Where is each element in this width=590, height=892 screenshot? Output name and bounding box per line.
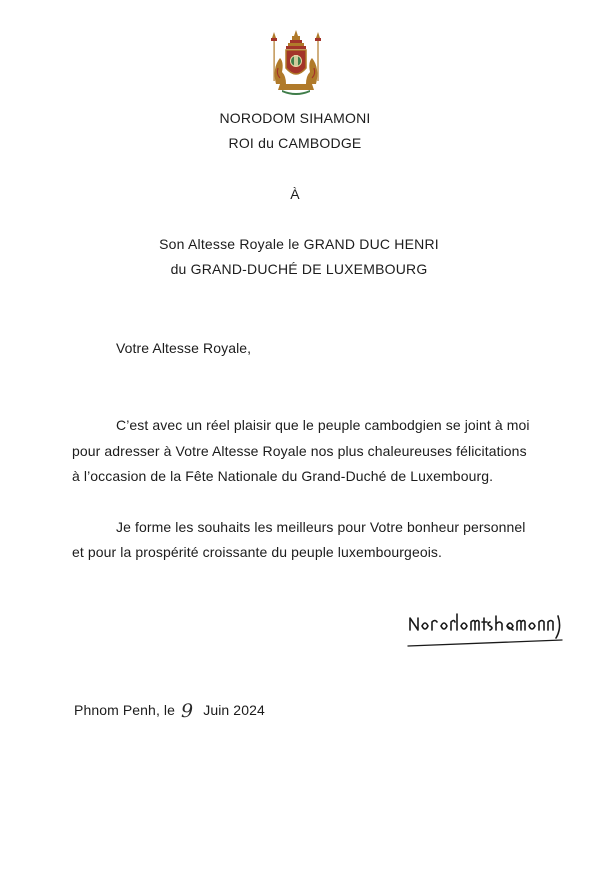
closing-place: Phnom Penh, le	[74, 702, 176, 718]
addressee-line-1: Son Altesse Royale le GRAND DUC HENRI	[159, 236, 439, 252]
closing-day: 9	[181, 700, 194, 722]
handwritten-signature-icon	[404, 606, 566, 650]
closing-month-year: Juin 2024	[203, 702, 265, 718]
sender-title: ROI du CAMBODGE	[228, 135, 362, 151]
paragraph-1-line-3: à l’occasion de la Fête Nationale du Grand-Duché de Luxembourg.	[72, 468, 494, 484]
paragraph-1-line-2: pour adresser à Votre Altesse Royale nos plus chaleureuses félicitations	[72, 443, 527, 459]
paragraph-2-line-2: et pour la prospérité croissante du peuple luxembourgeois.	[72, 544, 443, 560]
paragraph-1-line-1: C’est avec un réel plaisir que le peuple cambodgien se joint à moi	[116, 417, 530, 433]
addressee-line-2: du GRAND-DUCHÉ DE LUXEMBOURG	[170, 261, 428, 277]
salutation: Votre Altesse Royale,	[116, 340, 252, 356]
sender-name: NORODOM SIHAMONI	[219, 110, 371, 126]
paragraph-2-line-1: Je forme les souhaits les meilleurs pour Votre bonheur personnel	[116, 519, 526, 535]
royal-crest-icon	[262, 28, 330, 100]
addressee-marker: À	[290, 186, 300, 202]
closing-date-line	[74, 698, 265, 720]
